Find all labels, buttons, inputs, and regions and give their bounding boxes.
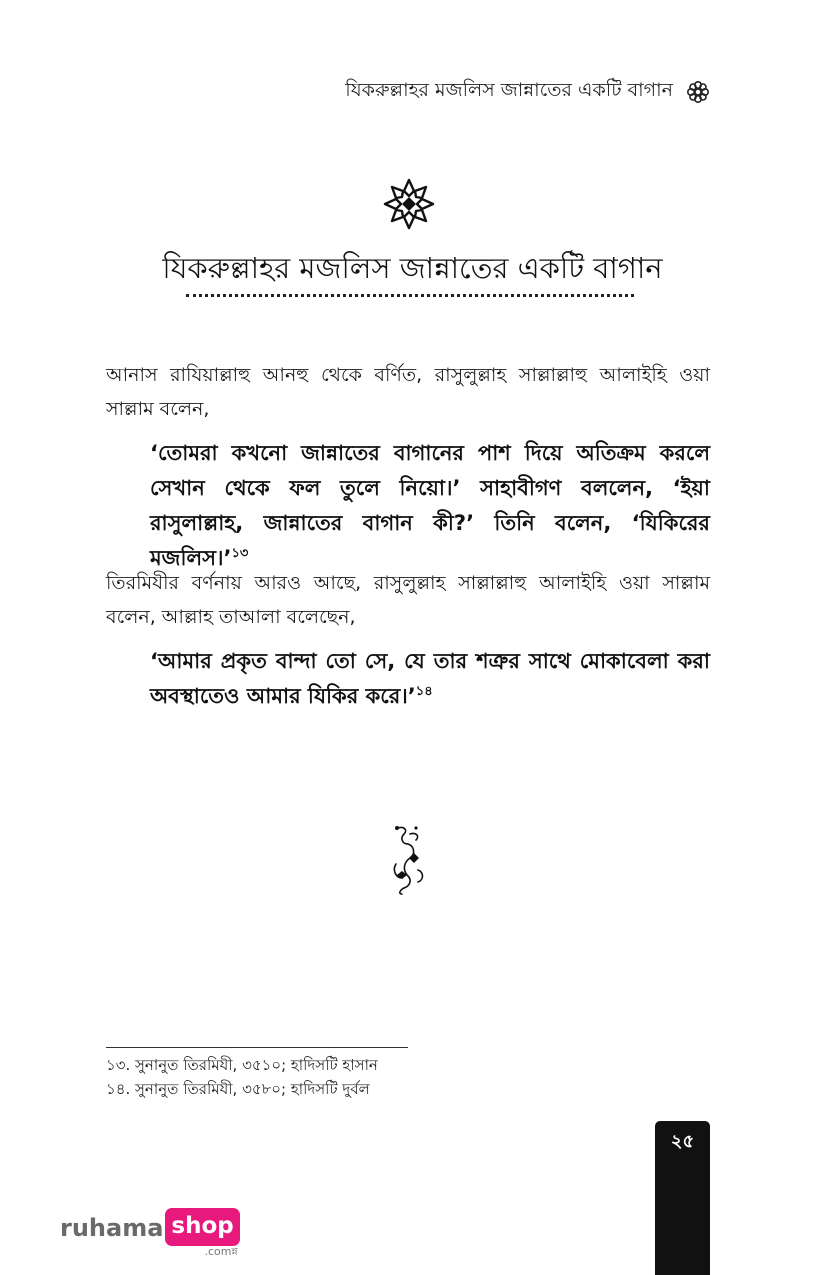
footnote-ref-14[interactable]: ১৪	[415, 684, 433, 699]
chapter-title: যিকরুল্লাহর মজলিস জান্নাতের একটি বাগান	[162, 251, 663, 285]
running-head-title: যিকরুল্লাহর মজলিস জান্নাতের একটি বাগান	[345, 79, 673, 101]
floral-vine-icon	[388, 824, 432, 896]
logo-text-domain: .comন্ন	[204, 1245, 238, 1258]
rosette-icon	[685, 79, 711, 105]
logo-text-shop: shop	[165, 1208, 239, 1246]
hadith-quote-2-text: ‘আমার প্রকৃত বান্দা তো সে, যে তার শত্রুর সাথে মোকাবেলা করা অবস্থাতেও আমার যিকির করে।’	[150, 649, 710, 708]
paragraph-intro: আনাস রাযিয়াল্লাহু আনহু থেকে বর্ণিত, রাসুলুল্লাহ সাল্লাল্লাহু আলাইহি ওয়া সাল্লাম বলেন,	[106, 364, 710, 420]
logo-text-ruhama: ruhama	[60, 1214, 164, 1242]
running-head	[345, 76, 711, 108]
footnote-14: ১৪. সুনানুত তিরমিযী, ৩৫৮০; হাদিসটি দুর্বল	[106, 1080, 370, 1098]
title-dotted-rule	[186, 294, 634, 297]
page-number: ২৫	[670, 1131, 695, 1152]
flower-ornament-icon	[381, 176, 437, 232]
footnotes	[106, 1053, 378, 1101]
footnote-ref-13[interactable]: ১৩	[231, 546, 249, 561]
hadith-quote-1	[150, 436, 710, 576]
footnote-13: ১৩. সুনানুত তিরমিযী, ৩৫১০; হাদিসটি হাসান	[106, 1056, 378, 1074]
hadith-quote-2	[150, 644, 710, 714]
footnote-rule	[106, 1047, 408, 1048]
logo-shop-wrap	[165, 1208, 239, 1258]
paragraph-tirmidhi: তিরমিযীর বর্ণনায় আরও আছে, রাসুলুল্লাহ সাল্লাল্লাহু আলাইহি ওয়া সাল্লাম বলেন, আল্লাহ তাআলা বলেছেন,	[106, 572, 710, 628]
hadith-quote-1-text: ‘তোমরা কখনো জান্নাতের বাগানের পাশ দিয়ে অতিক্রম করলে সেখান থেকে ফল তুলে নিয়ো।’ সাহাবীগণ বললেন, ‘ইয়া রাসুলাল্লাহ, জান্নাতের বাগান কী?’ তিনি বলেন, ‘যিকিরের মজলিস।’	[150, 441, 710, 570]
ruhamashop-logo[interactable]	[60, 1208, 240, 1258]
